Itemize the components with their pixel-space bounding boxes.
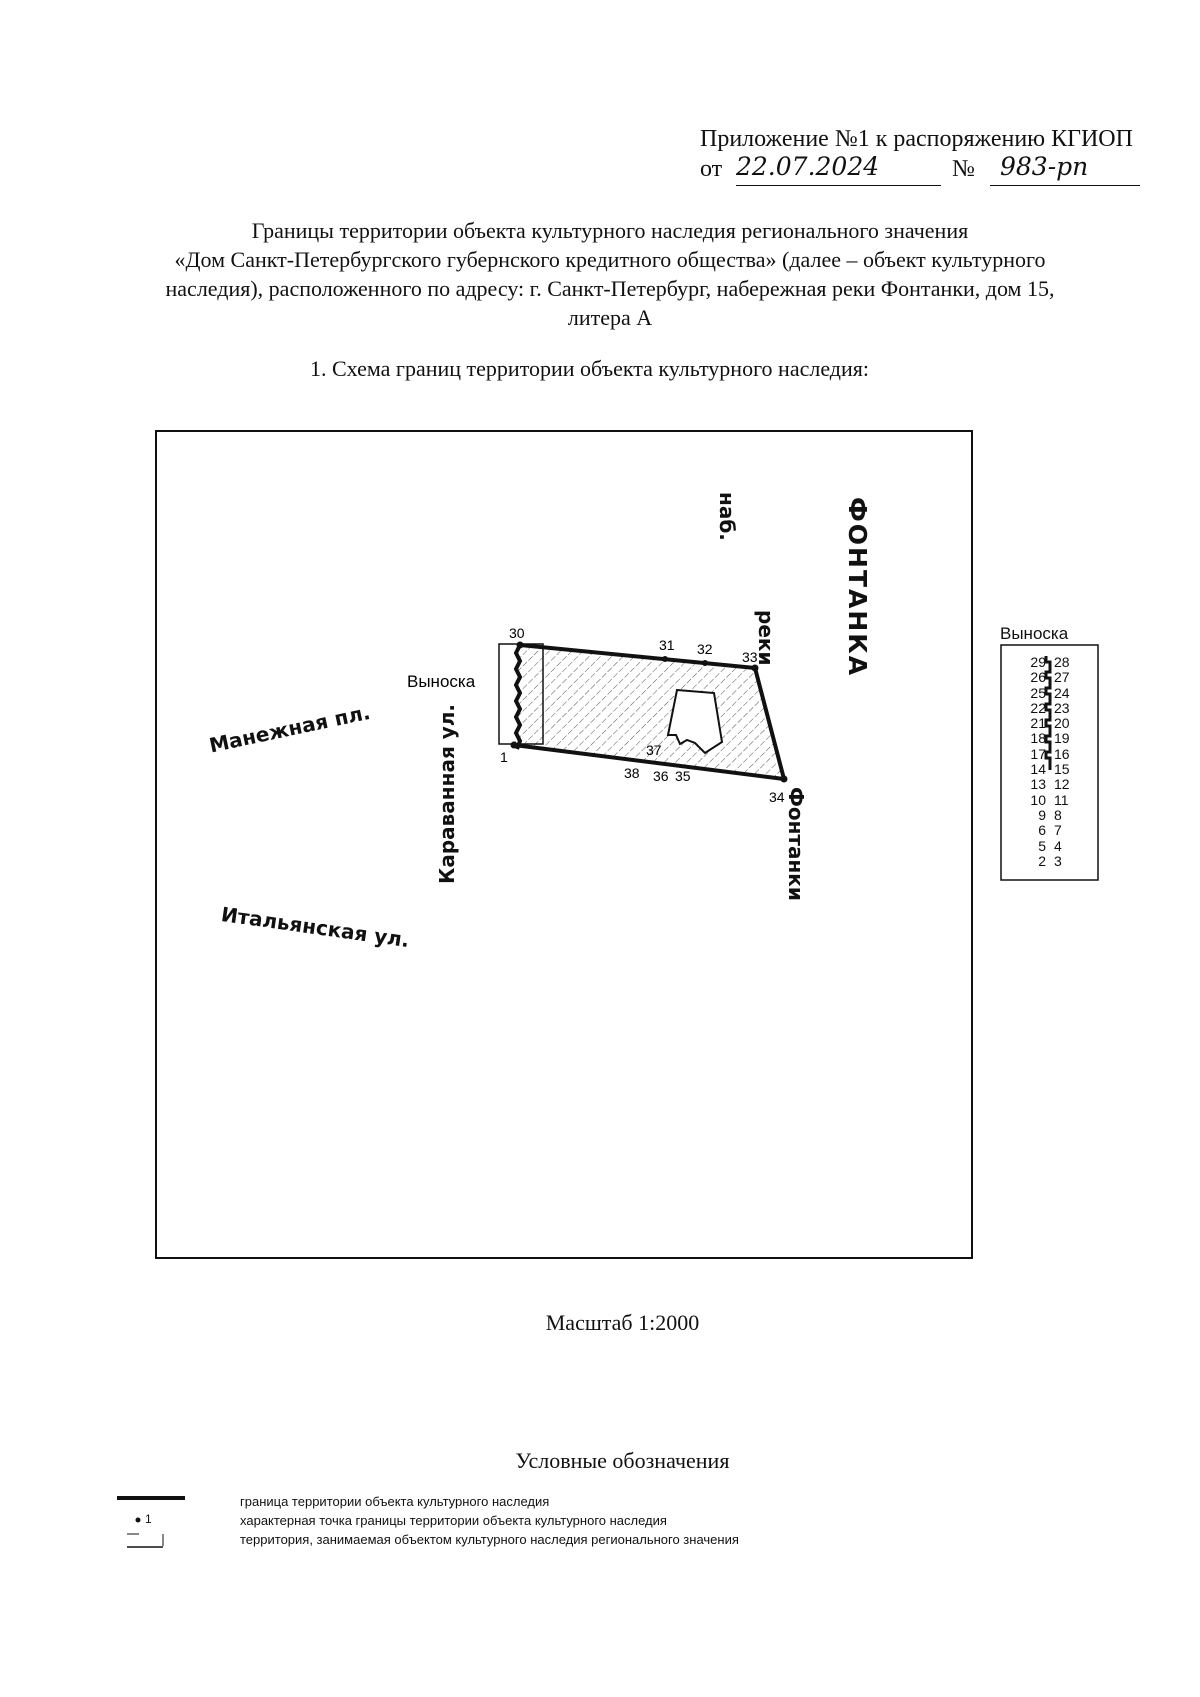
callout-point: 14 [1030, 761, 1046, 778]
title-line-4: литера А [567, 305, 653, 330]
callout-point: 17 [1030, 745, 1046, 762]
point-marker-1 [511, 742, 518, 749]
point-label-34: 34 [769, 789, 785, 805]
date-prefix: от [700, 156, 723, 182]
callout-right-numbers [1054, 655, 1088, 869]
callout-point: 5 [1038, 837, 1046, 854]
callout-boundary-zigzag [1046, 656, 1050, 770]
title-line-3: наследия), расположенного по адресу: г. Санкт-Петербург, набережная реки Фонтанки, дом 15, [165, 276, 1055, 301]
callout-point: 24 [1054, 684, 1070, 701]
point-label-36: 36 [653, 768, 669, 784]
callout-point: 21 [1030, 715, 1046, 732]
legend-text-territory: территория, занимаемая объектом культурного наследия регионального значения [240, 1532, 739, 1547]
callout-point: 8 [1054, 806, 1062, 823]
callout-point: 29 [1030, 654, 1046, 670]
callout-panel [1000, 624, 1100, 882]
legend-text-point: характерная точка границы территории объекта культурного наследия [240, 1513, 667, 1528]
date-value: 22.07.2024 [736, 152, 880, 181]
point-label-38: 38 [624, 765, 640, 781]
point-label-37: 37 [646, 742, 662, 758]
point-label-32: 32 [697, 641, 713, 657]
street-fontanki: Фонтанки [784, 787, 808, 901]
callout-link-label: Выноска [407, 672, 476, 691]
callout-point: 18 [1030, 730, 1046, 747]
point-label-1: 1 [500, 749, 508, 765]
point-label-35: 35 [675, 768, 691, 784]
map-scale: Масштаб 1:2000 [545, 1310, 700, 1335]
callout-point: 7 [1054, 822, 1062, 839]
callout-left-numbers [1018, 655, 1046, 869]
number-prefix: № [952, 156, 975, 182]
callout-point: 26 [1030, 669, 1046, 686]
callout-point: 23 [1054, 699, 1070, 716]
callout-point: 12 [1054, 776, 1070, 793]
point-label-31: 31 [659, 637, 675, 653]
street-nab: наб. [715, 492, 739, 541]
callout-point: 28 [1054, 654, 1070, 670]
callout-point: 2 [1038, 852, 1046, 869]
callout-point: 22 [1030, 699, 1046, 716]
callout-point: 19 [1054, 730, 1070, 747]
river-fontanka: ФОНТАНКА [843, 497, 872, 678]
callout-point: 11 [1054, 791, 1069, 808]
callout-point: 20 [1054, 715, 1070, 732]
legend-item-boundary [115, 1493, 1015, 1512]
boundary-map [155, 430, 973, 1259]
annex-date-row [700, 154, 1180, 188]
title-line-2: «Дом Санкт-Петербургского губернского кредитного общества» (далее – объект культурного [174, 247, 1046, 272]
point-marker-34 [781, 776, 788, 783]
territory-symbol [115, 1531, 187, 1549]
callout-point: 27 [1054, 669, 1070, 686]
annex-line: Приложение №1 к распоряжению КГИОП [700, 126, 1133, 152]
callout-point: 16 [1054, 745, 1070, 762]
date-underline [736, 185, 941, 186]
street-reki: реки [754, 610, 778, 666]
street-italyanskaya: Итальянская ул. [219, 902, 411, 953]
section-heading: 1. Схема границ территории объекта культурного наследия: [310, 356, 870, 381]
document-title [110, 216, 1110, 332]
callout-point: 4 [1054, 837, 1062, 854]
legend-item-point [115, 1512, 1015, 1531]
point-marker-33 [752, 665, 759, 672]
number-underline [990, 185, 1140, 186]
point-label-33: 33 [742, 649, 758, 665]
callout-point: 25 [1030, 684, 1046, 701]
legend-item-territory [115, 1531, 1015, 1550]
boundary-line-symbol [115, 1493, 187, 1511]
title-line-1: Границы территории объекта культурного наследия регионального значения [251, 218, 969, 243]
legend-title: Условные обозначения [515, 1448, 730, 1473]
street-manezhnaya: Манежная пл. [207, 699, 373, 758]
annex-header [700, 124, 1180, 188]
callout-point: 6 [1038, 822, 1046, 839]
point-marker-32 [702, 660, 708, 666]
callout-point: 13 [1030, 776, 1046, 793]
callout-title: Выноска [1000, 624, 1069, 643]
callout-point: 9 [1038, 806, 1046, 823]
legend-point-number: 1 [145, 1512, 152, 1526]
number-value: 983-рп [1000, 152, 1089, 181]
legend [115, 1493, 1015, 1550]
point-marker-31 [662, 656, 668, 662]
callout-point: 3 [1054, 852, 1062, 869]
point-label-30: 30 [509, 625, 525, 641]
street-karavannaya: Караванная ул. [435, 703, 459, 884]
point-marker-30 [517, 642, 524, 649]
callout-point: 10 [1030, 791, 1046, 808]
callout-point: 15 [1054, 761, 1070, 778]
legend-text-boundary: граница территории объекта культурного наследия [240, 1494, 550, 1509]
